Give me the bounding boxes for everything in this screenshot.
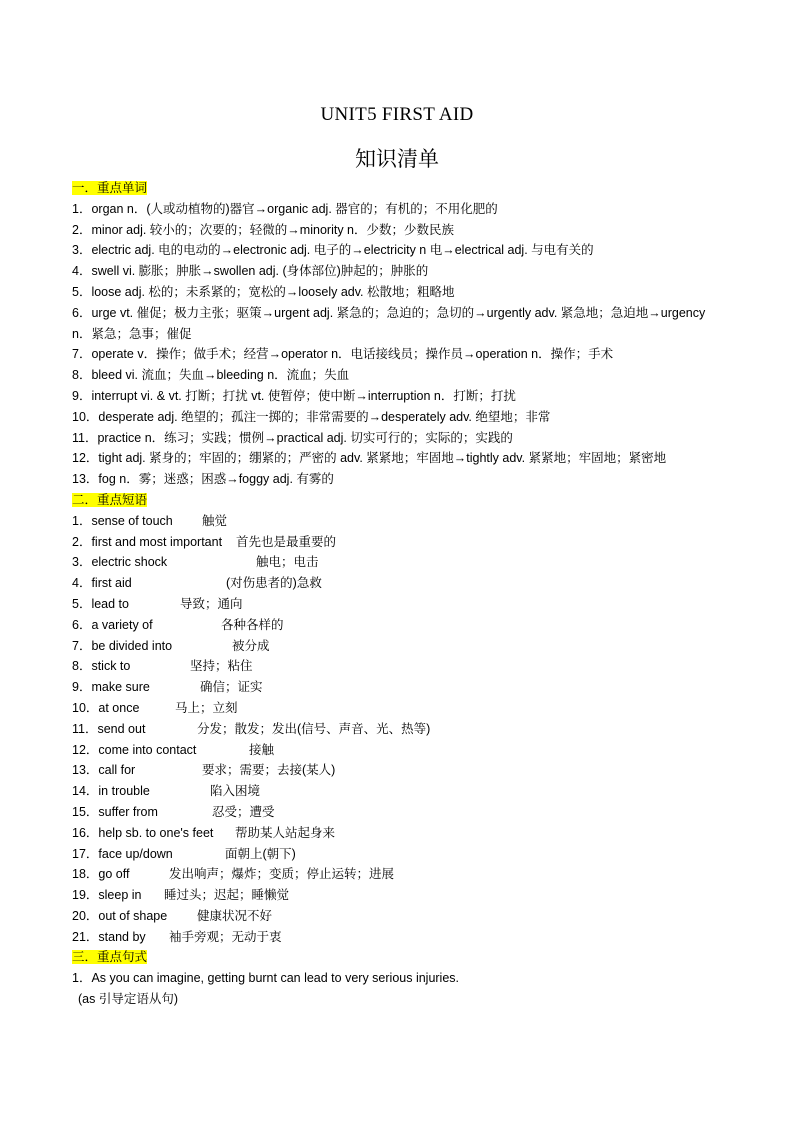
phrase-en: 8．stick to (72, 659, 131, 674)
section-heading-phrases-text: 二．重点短语 (72, 492, 148, 507)
phrase-en: 19．sleep in (72, 888, 142, 903)
phrase-item (72, 677, 732, 698)
section-heading-sentences (72, 947, 732, 968)
phrase-item (72, 636, 732, 657)
phrase-en: 7．be divided into (72, 638, 173, 653)
word-item: 13．fog n．雾；迷惑；困惑→foggy adj. 有雾的 (72, 472, 334, 487)
phrase-en: 9．make sure (72, 680, 150, 695)
word-item: 11．practice n．练习；实践；惯例→practical adj. 切实可行的；实际的；实践的 (72, 430, 513, 445)
document-content (72, 178, 732, 1010)
phrase-zh: 接触 (249, 742, 275, 757)
phrase-en: 1．sense of touch (72, 513, 173, 528)
phrase-zh: 面朝上(朝下) (225, 846, 296, 861)
phrase-zh: 分发；散发；发出(信号、声音、光、热等) (197, 721, 431, 736)
phrase-item (72, 615, 732, 636)
phrase-zh: 触觉 (202, 513, 228, 528)
phrase-en: 2．first and most important (72, 534, 223, 549)
phrase-item (72, 760, 732, 781)
phrase-zh: 被分成 (232, 638, 270, 653)
word-item: 5．loose adj. 松的；未系紧的；宽松的→loosely adv. 松散地；粗略地 (72, 284, 455, 299)
phrase-item (72, 594, 732, 615)
document-title: UNIT5 FIRST AID (320, 104, 474, 125)
phrase-item (72, 532, 732, 553)
phrase-item (72, 719, 732, 740)
word-item: 10．desperate adj. 绝望的；孤注一掷的；非常需要的→desperately adv. 绝望地；非常 (72, 409, 551, 424)
word-item: 1．organ n．(人或动植物的)器官→organic adj. 器官的；有机的；不用化肥的 (72, 201, 498, 216)
phrase-item (72, 740, 732, 761)
phrase-zh: 陷入困境 (210, 784, 261, 799)
phrase-zh: 睡过头；迟起；睡懒觉 (164, 888, 290, 903)
phrase-zh: 首先也是最重要的 (236, 534, 337, 549)
sentence-item: 1．As you can imagine, getting burnt can lead to very serious injuries. (72, 971, 460, 986)
phrase-en: 3．electric shock (72, 555, 168, 570)
word-item: 6．urge vt. 催促；极力主张；驱策→urgent adj. 紧急的；急迫的；急切的→urgently adv. 紧急地；急迫地→urgency (72, 305, 706, 320)
phrase-item (72, 927, 732, 948)
document-subtitle: 知识清单 (355, 147, 439, 171)
phrase-zh: 袖手旁观；无动于衷 (169, 929, 282, 944)
phrase-item (72, 511, 732, 532)
section-heading-sentences-text: 三．重点句式 (72, 950, 148, 965)
phrase-zh: 忍受；遭受 (212, 804, 275, 819)
phrase-zh: 导致；通向 (180, 596, 243, 611)
section-heading-words-text: 一．重点单词 (72, 181, 148, 195)
phrase-zh: 确信；证实 (200, 680, 263, 695)
phrase-item (72, 823, 732, 844)
phrase-zh: 帮助某人站起身来 (235, 825, 336, 840)
phrase-en: 11．send out (72, 721, 146, 736)
phrase-en: 6．a variety of (72, 617, 153, 632)
phrase-en: 4．first aid (72, 576, 132, 591)
phrase-zh: 要求；需要；去接(某人) (202, 763, 336, 778)
word-item: 8．bleed vi. 流血；失血→bleeding n．流血；失血 (72, 368, 350, 383)
phrase-item (72, 573, 732, 594)
phrase-zh: (对伤患者的)急救 (226, 576, 322, 591)
sentence-note: (as 引导定语从句) (78, 992, 179, 1007)
phrase-item (72, 906, 732, 927)
phrase-item (72, 864, 732, 885)
phrase-en: 21．stand by (72, 929, 146, 944)
phrase-zh: 发出响声；爆炸；变质；停止运转；进展 (169, 867, 395, 882)
phrase-en: 10．at once (72, 700, 140, 715)
phrase-item (72, 781, 732, 802)
phrase-zh: 健康状况不好 (197, 908, 273, 923)
phrase-item (72, 698, 732, 719)
word-item: 9．interrupt vi. & vt. 打断；打扰 vt. 使暂停；使中断→interruption n．打断；打扰 (72, 388, 516, 403)
word-item: 2．minor adj. 较小的；次要的；轻微的→minority n．少数；少数民族 (72, 222, 454, 237)
phrase-en: 17．face up/down (72, 846, 173, 861)
phrase-zh: 触电；电击 (256, 555, 319, 570)
phrase-zh: 马上；立刻 (175, 700, 238, 715)
phrase-en: 16．help sb. to one's feet (72, 825, 214, 840)
word-item: 4．swell vi. 膨胀；肿胀→swollen adj. (身体部位)肿起的；肿胀的 (72, 264, 429, 279)
section-heading-phrases (72, 490, 732, 511)
word-item: 3．electric adj. 电的电动的→electronic adj. 电子的→electricity n 电→electrical adj. 与电有关的 (72, 243, 594, 258)
phrase-item (72, 552, 732, 573)
phrase-item (72, 802, 732, 823)
phrase-en: 18．go off (72, 867, 130, 882)
phrase-item (72, 885, 732, 906)
phrase-item (72, 656, 732, 677)
phrase-item (72, 844, 732, 865)
phrase-en: 5．lead to (72, 596, 129, 611)
phrase-en: 14．in trouble (72, 784, 150, 799)
phrase-en: 13．call for (72, 763, 136, 778)
word-item-continued: n．紧急；急事；催促 (72, 326, 192, 341)
word-item: 12．tight adj. 紧身的；牢固的；绷紧的；严密的 adv. 紧紧地；牢固地→tightly adv. 紧紧地；牢固地；紧密地 (72, 451, 667, 466)
phrase-zh: 坚持；粘住 (190, 659, 253, 674)
section-heading-words (72, 178, 732, 199)
word-item: 7．operate v．操作；做手术；经营→operator n．电话接线员；操作员→operation n．操作；手术 (72, 347, 614, 362)
phrase-zh: 各种各样的 (221, 617, 284, 632)
phrase-en: 15．suffer from (72, 804, 158, 819)
phrase-en: 12．come into contact (72, 742, 197, 757)
phrase-en: 20．out of shape (72, 908, 168, 923)
